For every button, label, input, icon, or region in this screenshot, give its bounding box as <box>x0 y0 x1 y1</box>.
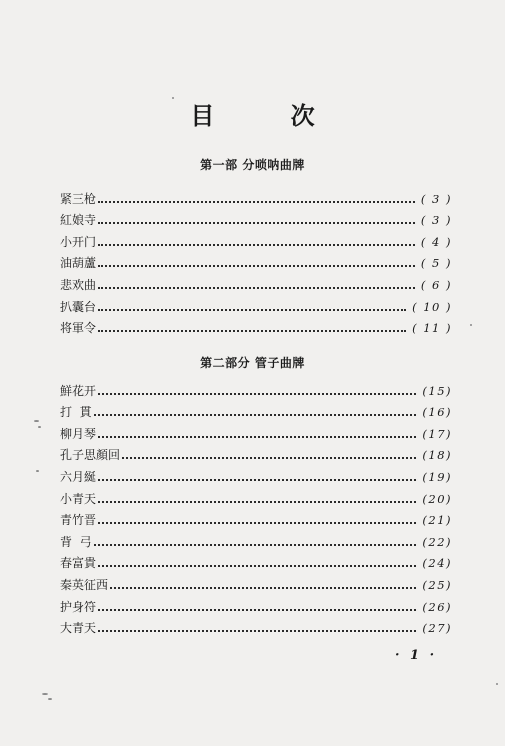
toc-entry-page: (16) <box>422 405 452 420</box>
toc-entry-page: ( 5 ) <box>420 256 452 271</box>
dot-leader <box>98 265 415 267</box>
toc-entry-page: (26) <box>422 599 452 614</box>
toc-entry[interactable] <box>60 398 452 420</box>
toc-entry-title: 扒囊台 <box>60 299 97 314</box>
dot-leader <box>98 222 415 224</box>
toc-entry-page: (24) <box>422 556 452 571</box>
scan-speck <box>172 97 174 99</box>
toc-entry-title: 秦英征西 <box>60 577 109 592</box>
dot-leader <box>98 565 416 567</box>
toc-entry[interactable] <box>60 376 452 398</box>
toc-entry[interactable] <box>60 614 452 636</box>
scan-speck <box>496 683 498 685</box>
toc-entry-page: ( 4 ) <box>420 234 452 249</box>
scan-speck <box>38 426 41 428</box>
dot-leader <box>94 414 417 416</box>
toc-entry[interactable] <box>60 484 452 506</box>
toc-entry[interactable] <box>60 549 452 571</box>
toc-entry[interactable] <box>60 419 452 441</box>
toc-entry-title: 背 弓 <box>60 534 92 549</box>
toc-entry-page: ( 3 ) <box>420 191 452 206</box>
dot-leader <box>98 330 406 332</box>
toc-entry[interactable] <box>60 570 452 592</box>
scan-speck <box>42 693 48 695</box>
toc-entry[interactable] <box>60 249 452 271</box>
toc-entry-title: 柳月琴 <box>60 426 97 441</box>
toc-entry[interactable] <box>60 227 452 249</box>
dot-leader <box>98 609 416 611</box>
toc-entry-title: 小青天 <box>60 491 97 506</box>
toc-entry-title: 孔子思顏回 <box>60 448 121 463</box>
page-number: · 1 · <box>395 648 438 663</box>
toc-entry-page: ( 6 ) <box>420 277 452 292</box>
section-heading-part-2: 第二部分 管子曲牌 <box>200 356 305 370</box>
toc-entry-page: (27) <box>422 621 452 636</box>
scan-speck <box>470 324 472 326</box>
dot-leader <box>110 587 416 589</box>
scan-speck <box>34 420 39 422</box>
page-title: 目 次 <box>190 102 349 130</box>
toc-entry-title: 大青天 <box>60 621 97 636</box>
toc-entry-page: (18) <box>422 448 452 463</box>
toc-entry-page: ( 10 ) <box>412 299 452 314</box>
toc-entry-title: 青竹晋 <box>60 513 97 528</box>
toc-entry-title: 鮮花开 <box>60 383 97 398</box>
toc-entry-page: ( 11 ) <box>412 321 452 336</box>
toc-entry-page: ( 3 ) <box>420 213 452 228</box>
dot-leader <box>98 201 415 203</box>
toc-entry[interactable] <box>60 506 452 528</box>
toc-entry-title: 油葫蘆 <box>60 256 97 271</box>
dot-leader <box>98 522 416 524</box>
toc-entry-page: (17) <box>422 426 452 441</box>
toc-entry-title: 紧三枪 <box>60 191 97 206</box>
toc-entry-page: (21) <box>422 513 452 528</box>
toc-entry-title: 小开门 <box>60 234 97 249</box>
toc-entry-title: 护身符 <box>60 599 97 614</box>
dot-leader <box>98 436 416 438</box>
toc-entry-page: (19) <box>422 469 452 484</box>
dot-leader <box>98 393 416 395</box>
toc-entry[interactable] <box>60 270 452 292</box>
toc-entry[interactable] <box>60 184 452 206</box>
toc-entry[interactable] <box>60 314 452 336</box>
toc-entry[interactable] <box>60 462 452 484</box>
section-heading-part-1: 第一部 分唢呐曲牌 <box>200 158 305 172</box>
scan-speck <box>48 698 52 700</box>
toc-entry-title: 紅娘寺 <box>60 213 97 228</box>
dot-leader <box>94 544 417 546</box>
toc-entry-page: (22) <box>422 534 452 549</box>
toc-entry-title: 悲欢曲 <box>60 277 97 292</box>
dot-leader <box>98 287 415 289</box>
toc-list-part-2 <box>60 376 452 635</box>
toc-list-part-1 <box>60 184 452 335</box>
toc-entry[interactable] <box>60 292 452 314</box>
toc-entry-title: 将軍令 <box>60 321 97 336</box>
toc-entry[interactable] <box>60 441 452 463</box>
toc-entry-page: (20) <box>422 491 452 506</box>
toc-entry-page: (15) <box>422 383 452 398</box>
toc-entry-page: (25) <box>422 577 452 592</box>
toc-entry-title: 六月綖 <box>60 469 97 484</box>
scan-speck <box>36 470 39 472</box>
toc-entry-title: 春富貴 <box>60 556 97 571</box>
dot-leader <box>98 309 406 311</box>
dot-leader <box>98 630 416 632</box>
dot-leader <box>98 501 416 503</box>
toc-entry-title: 打 貫 <box>60 405 92 420</box>
toc-entry[interactable] <box>60 527 452 549</box>
toc-entry[interactable] <box>60 592 452 614</box>
toc-entry[interactable] <box>60 206 452 228</box>
dot-leader <box>98 479 416 481</box>
dot-leader <box>122 457 416 459</box>
dot-leader <box>98 244 415 246</box>
